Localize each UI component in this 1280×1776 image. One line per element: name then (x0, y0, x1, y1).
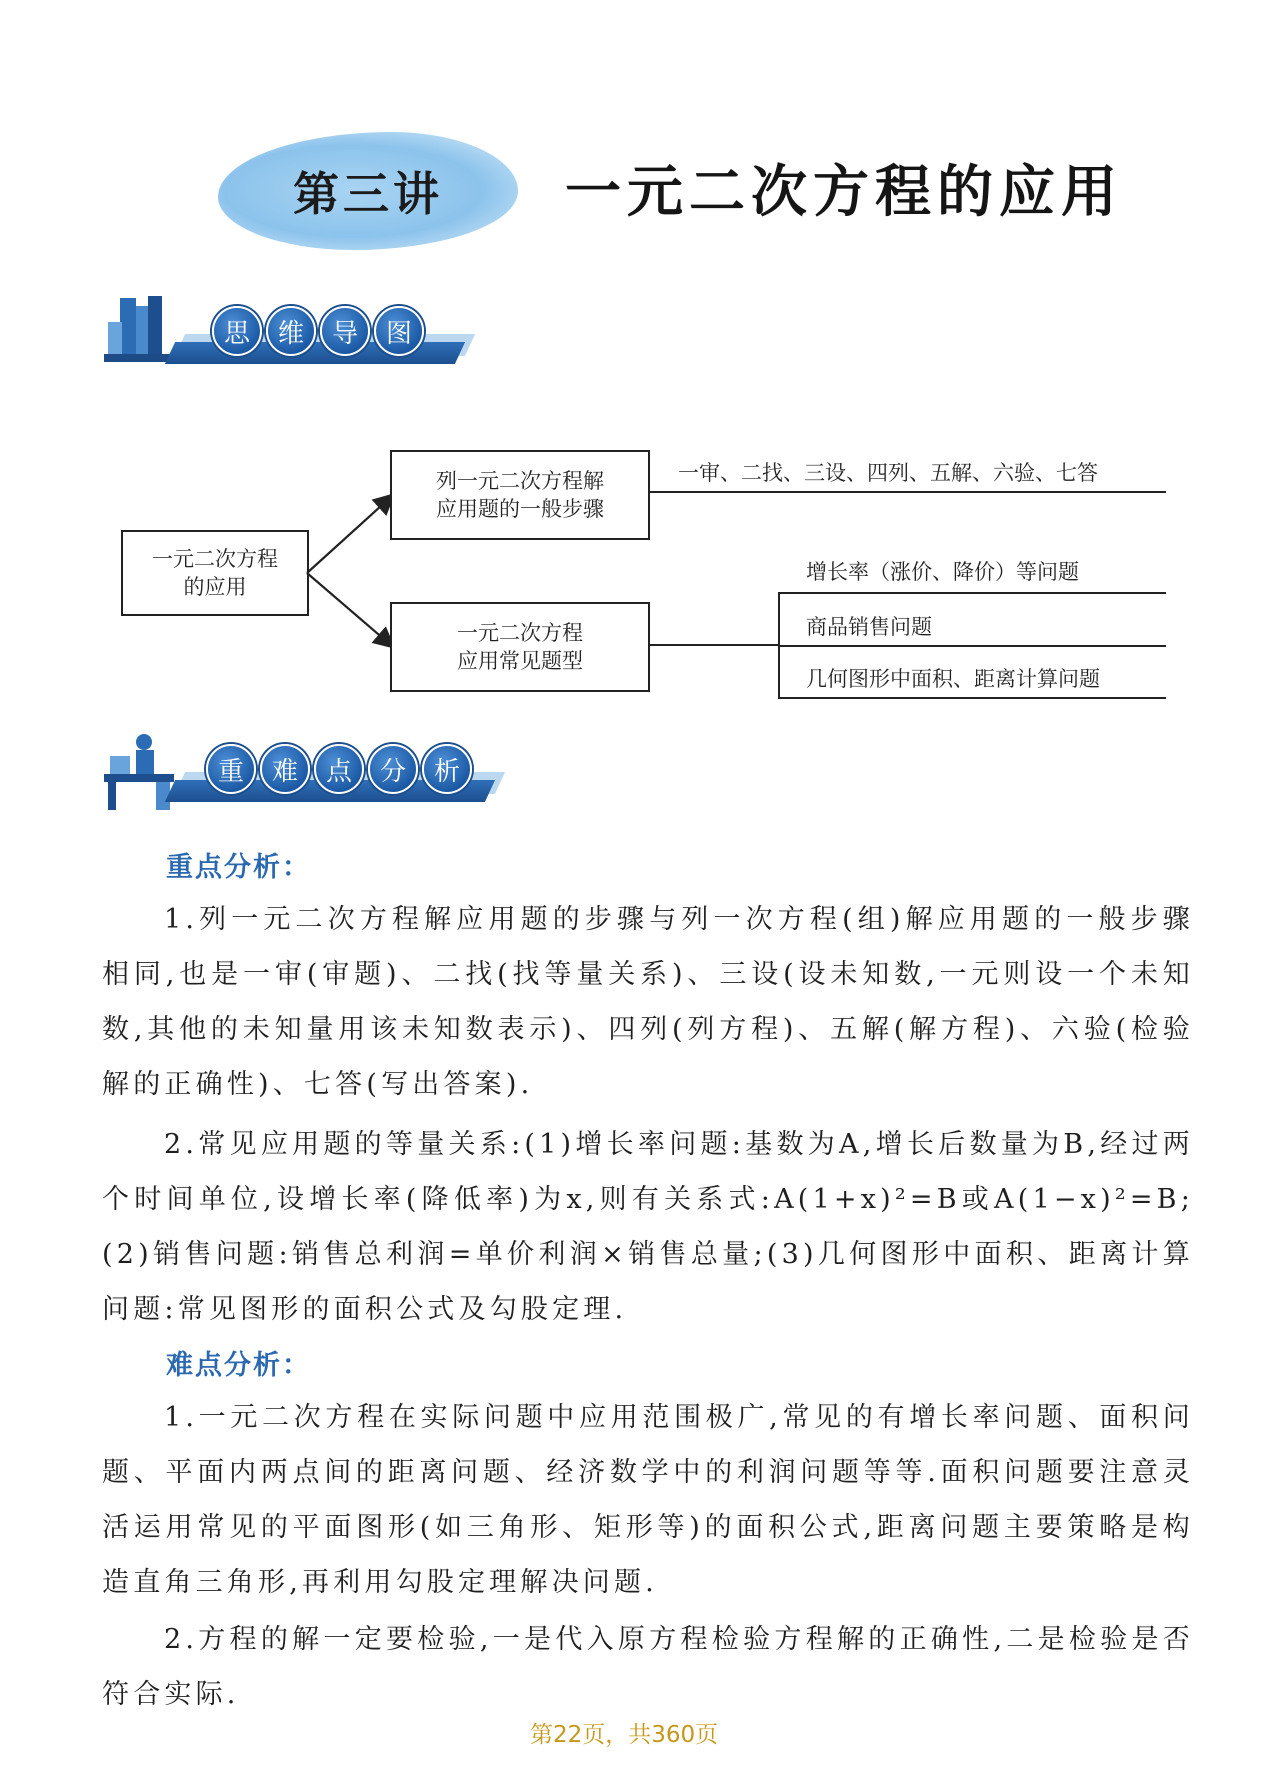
page-indicator: 第22页，共360页 (530, 1722, 719, 1748)
section-char: 维 (266, 306, 316, 356)
connector-line (648, 644, 778, 646)
section-char: 析 (422, 744, 472, 794)
mindmap-type-item: 几何图形中面积、距离计算问题 (806, 667, 1100, 691)
connector-line (648, 491, 1166, 493)
section-char: 点 (314, 744, 364, 794)
section-char: 思 (212, 306, 262, 356)
section-char: 难 (260, 744, 310, 794)
mindmap-root-line: 一元二次方程 (152, 547, 278, 571)
section-char: 重 (206, 744, 256, 794)
lecture-number: 第三讲 (293, 167, 443, 221)
mindmap-type-item: 商品销售问题 (806, 615, 932, 639)
mindmap-branch-line: 应用题的一般步骤 (436, 497, 604, 521)
connector-line (778, 592, 1166, 594)
difficult-point-2 (102, 1612, 1194, 1722)
mindmap-branch-line: 一元二次方程 (457, 621, 583, 645)
section-header-mindmap (100, 292, 480, 382)
paragraph-text: 2.常见应用题的等量关系:(1)增长率问题:基数为A,增长后数量为B,经过两个时间单位,设增长率(降低率)为x,则有关系式:A(1+x)²=B或A(1−x)²=B;(2)销售问题:销售总利润=单价利润×销售总量;(3)几何图形中面积、距离计算问题:常见图形的面积公式及勾股定理. (102, 1129, 1194, 1325)
mindmap-type-item: 增长率（涨价、降价）等问题 (806, 560, 1079, 584)
mindmap-steps-detail: 一审、二找、三设、四列、五解、六验、七答 (678, 461, 1098, 485)
paragraph-text: 1.列一元二次方程解应用题的步骤与列一次方程(组)解应用题的一般步骤相同,也是一审(审题)、二找(找等量关系)、三设(设未知数,一元则设一个未知数,其他的未知量用该未知数表示)、四列(列方程)、五解(解方程)、六验(检验解的正确性)、七答(写出答案). (102, 904, 1194, 1100)
mindmap-branch-types (390, 602, 650, 692)
key-points-heading: 重点分析： (166, 852, 311, 883)
paragraph-text: 2.方程的解一定要检验,一是代入原方程检验方程解的正确性,二是检验是否符合实际. (102, 1624, 1194, 1710)
connector-line (778, 645, 1166, 647)
mindmap-branch-line: 列一元二次方程解 (436, 469, 604, 493)
mindmap-branch-line: 应用常见题型 (457, 649, 583, 673)
section-header-analysis (100, 730, 520, 820)
page-title: 一元二次方程的应用 (565, 160, 1123, 225)
connector-line (778, 697, 1166, 699)
key-point-1 (102, 892, 1194, 1112)
mindmap-root (121, 530, 309, 616)
lecture-badge (218, 132, 518, 250)
key-point-2 (102, 1117, 1194, 1337)
section-char: 图 (374, 306, 424, 356)
paragraph-text: 1.一元二次方程在实际问题中应用范围极广,常见的有增长率问题、面积问题、平面内两点间的距离问题、经济数学中的利润问题等等.面积问题要注意灵活运用常见的平面图形(如三角形、矩形等)的面积公式,距离问题主要策略是构造直角三角形,再利用勾股定理解决问题. (102, 1402, 1194, 1598)
difficult-points-heading: 难点分析： (166, 1350, 311, 1381)
mindmap-branch-steps (390, 450, 650, 540)
section-char: 分 (368, 744, 418, 794)
section-char: 导 (320, 306, 370, 356)
mindmap-root-line: 的应用 (183, 575, 247, 599)
difficult-point-1 (102, 1390, 1194, 1610)
